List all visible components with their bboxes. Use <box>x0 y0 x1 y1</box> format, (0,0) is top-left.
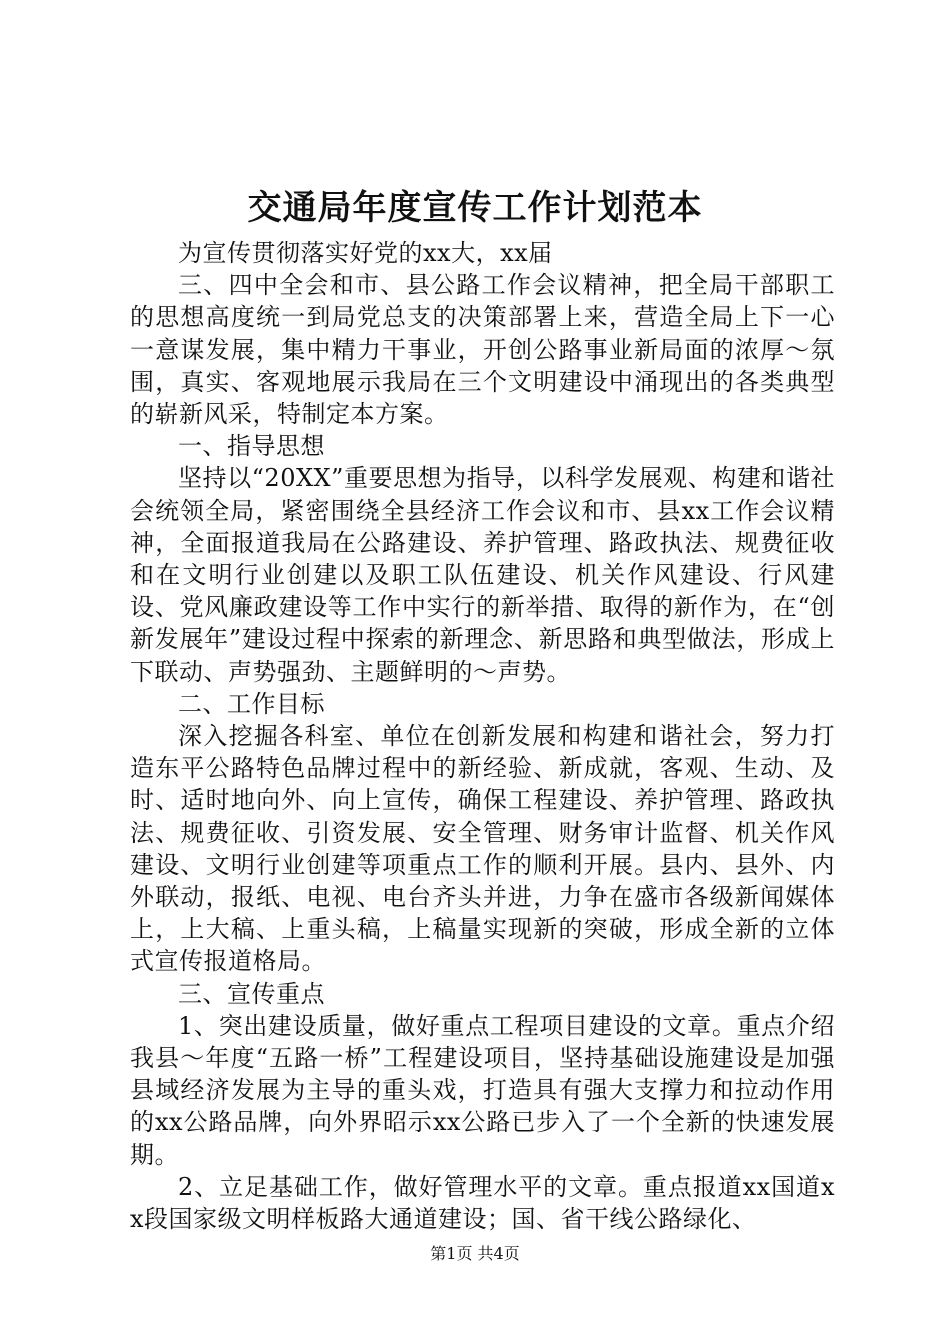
paragraph: 为宣传贯彻落实好党的xx大，xx届 <box>178 239 553 267</box>
document-title: 交通局年度宣传工作计划范本 <box>247 188 703 228</box>
paragraph: 三、四中全会和市、县公路工作会议精神，把全局干部职工的思想高度统一到局党总支的决策部署上来，营造全局上下一心一意谋发展，集中精力干事业，开创公路事业新局面的浓厚～氛围，真实、客观地展示我局在三个文明建设中涌现出的各类典型的崭新风采，特制定本方案。 <box>130 271 835 429</box>
paragraph: 1、突出建设质量，做好重点工程项目建设的文章。重点介绍我县～年度“五路一桥”工程建设项目，坚持基础设施建设是加强县域经济发展为主导的重头戏，打造具有强大支撑力和拉动作用的xx公路品牌，向外界昭示xx公路已步入了一个全新的快速发展期。 <box>130 1011 835 1169</box>
paragraph: 深入挖掘各科室、单位在创新发展和构建和谐社会，努力打造东平公路特色品牌过程中的新经验、新成就，客观、生动、及时、适时地向外、向上宣传，确保工程建设、养护管理、路政执法、规费征收、引资发展、安全管理、财务审计监督、机关作风建设、文明行业创建等项重点工作的顺利开展。县内、县外、内外联动，报纸、电视、电台齐头并进，力争在盛市各级新闻媒体上，上大稿、上重头稿，上稿量实现新的突破，形成全新的立体式宣传报道格局。 <box>130 722 835 976</box>
paragraph: 2、立足基础工作，做好管理水平的文章。重点报道xx国道xx段国家级文明样板路大通道建设；国、省干线公路绿化、 <box>130 1172 835 1234</box>
section-heading: 二、工作目标 <box>178 689 325 718</box>
paragraph: 坚持以“20XX”重要思想为指导，以科学发展观、构建和谐社会统领全局，紧密围绕全县经济工作会议和市、县xx工作会议精神，全面报道我局在公路建设、养护管理、路政执法、规费征收和在文明行业创建以及职工队伍建设、机关作风建设、行风建设、党风廉政建设等工作中实行的新举措、取得的新作为，在“创新发展年”建设过程中探索的新理念、新思路和典型做法，形成上下联动、声势强劲、主题鲜明的～声势。 <box>130 464 835 686</box>
section-heading: 三、宣传重点 <box>178 979 325 1008</box>
page-footer: 第1页 共4页 <box>430 1244 520 1263</box>
document-body <box>130 237 835 1235</box>
section-heading: 一、指导思想 <box>178 432 325 461</box>
